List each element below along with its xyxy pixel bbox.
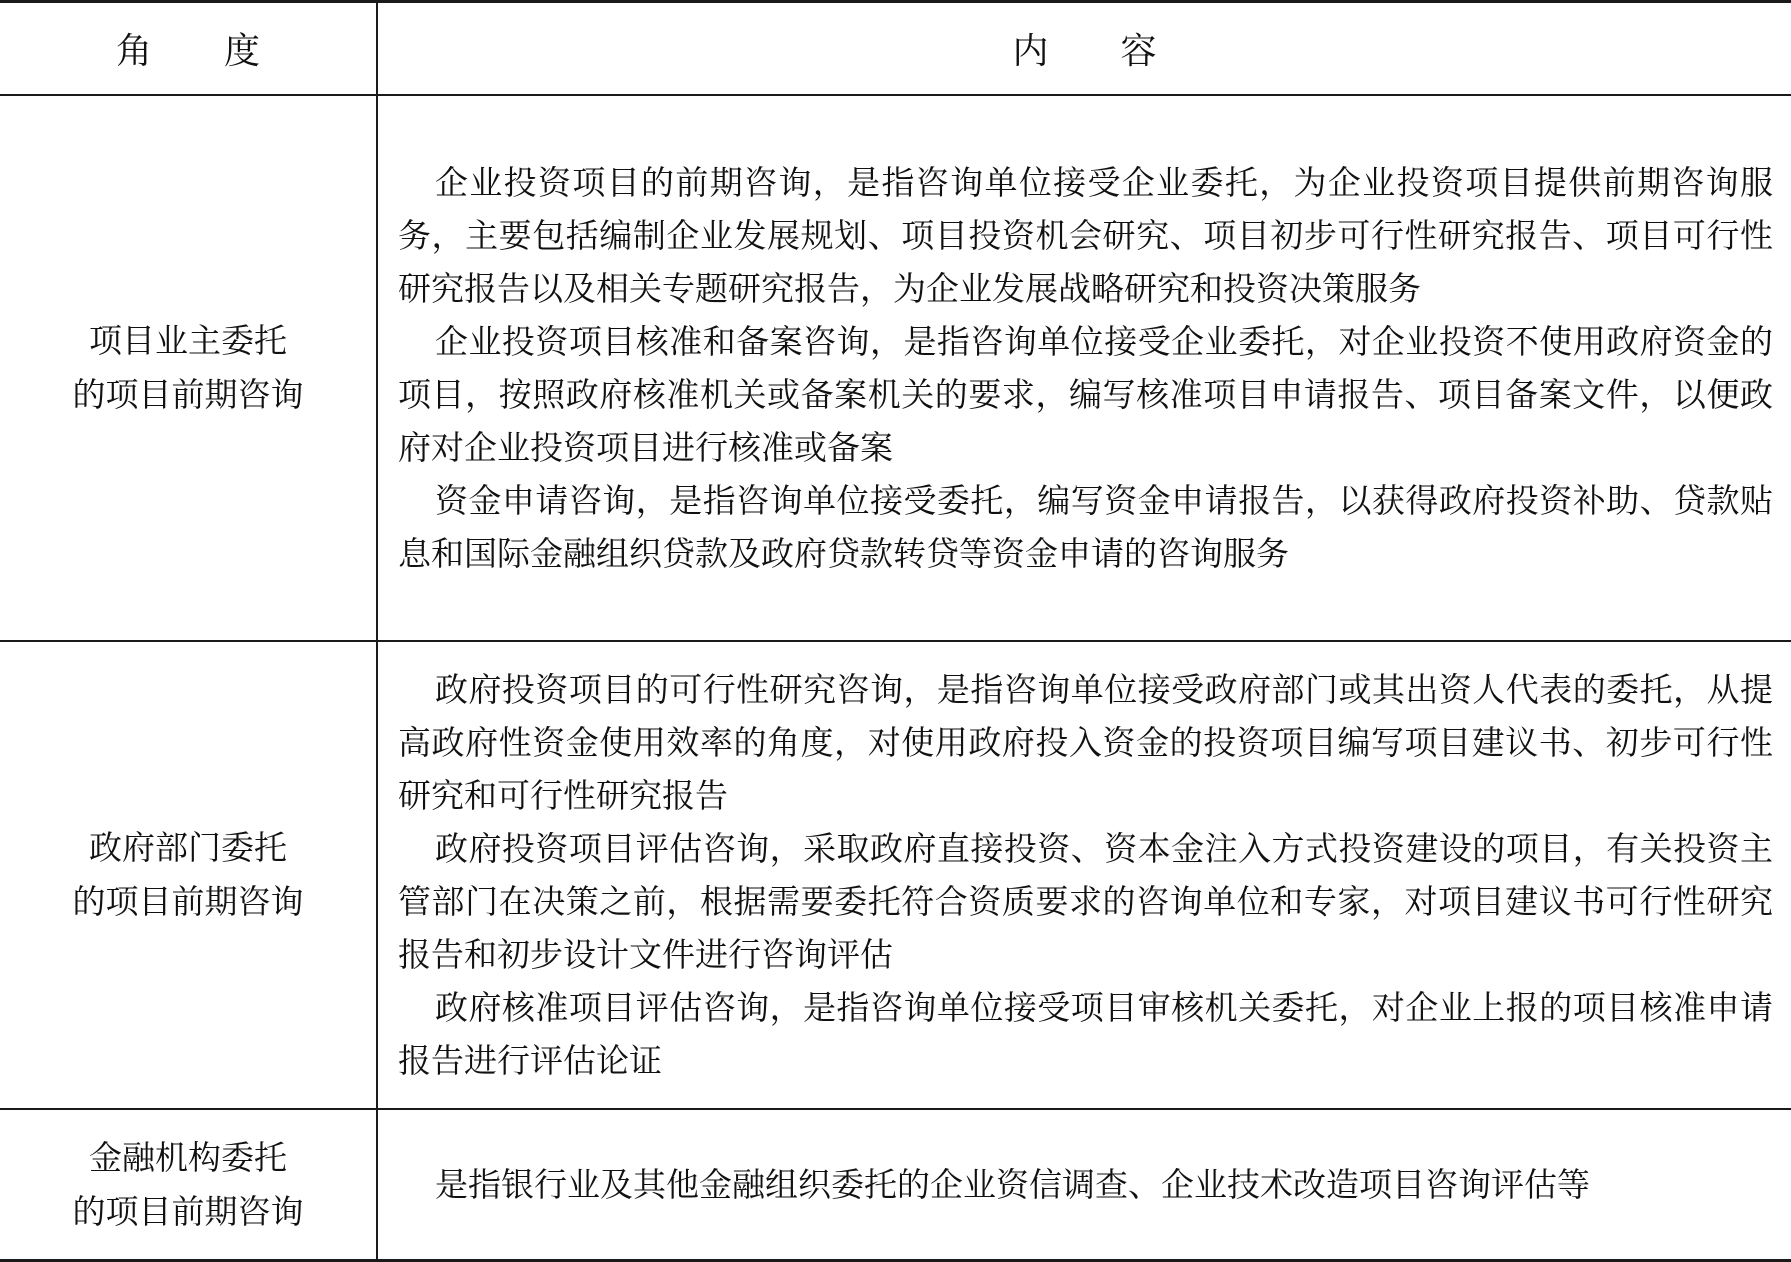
content-paragraph: 政府投资项目的可行性研究咨询，是指咨询单位接受政府部门或其出资人代表的委托，从提高政府性资金使用效率的角度，对使用政府投入资金的投资项目编写项目建议书、初步可行性研究和可行性研究报告: [398, 670, 1773, 815]
header-content: [378, 3, 1791, 94]
header-angle: [0, 3, 376, 94]
row-label-line1: 金融机构委托: [89, 1137, 287, 1177]
row-label-government: [0, 642, 376, 1108]
row-label-line2: 的项目前期咨询: [72, 375, 304, 414]
row-content-government: [378, 642, 1791, 1108]
header-content-label: 内容: [1012, 31, 1229, 72]
row-content-financial: [378, 1110, 1791, 1259]
row-label-owner: [0, 96, 376, 640]
header-angle-label: 角度: [115, 31, 332, 72]
row-label-line2: 的项目前期咨询: [72, 1191, 304, 1231]
content-paragraph: 政府投资项目评估咨询，采取政府直接投资、资本金注入方式投资建设的项目，有关投资主管部门在决策之前，根据需要委托符合资质要求的咨询单位和专家，对项目建议书可行性研究报告和初步设计文件进行咨询评估: [398, 829, 1773, 974]
content-paragraph: 资金申请咨询，是指咨询单位接受委托，编写资金申请报告，以获得政府投资补助、贷款贴息和国际金融组织贷款及政府贷款转贷等资金申请的咨询服务: [398, 481, 1773, 573]
row-label-financial: [0, 1110, 376, 1259]
content-paragraph: 企业投资项目的前期咨询，是指咨询单位接受企业委托，为企业投资项目提供前期咨询服务，主要包括编制企业发展规划、项目投资机会研究、项目初步可行性研究报告、项目可行性研究报告以及相关专题研究报告，为企业发展战略研究和投资决策服务: [398, 163, 1773, 308]
row-label-line1: 政府部门委托: [89, 828, 287, 867]
row-content-owner: [378, 96, 1791, 640]
content-paragraph: 是指银行业及其他金融组织委托的企业资信调查、企业技术改造项目咨询评估等: [435, 1165, 1590, 1204]
row-label-line1: 项目业主委托: [89, 321, 287, 360]
content-paragraph: 企业投资项目核准和备案咨询，是指咨询单位接受企业委托，对企业投资不使用政府资金的项目，按照政府核准机关或备案机关的要求，编写核准项目申请报告、项目备案文件，以便政府对企业投资项目进行核准或备案: [398, 322, 1773, 467]
content-paragraph: 政府核准项目评估咨询，是指咨询单位接受项目审核机关委托，对企业上报的项目核准申请报告进行评估论证: [398, 988, 1773, 1080]
row-label-line2: 的项目前期咨询: [72, 882, 304, 921]
